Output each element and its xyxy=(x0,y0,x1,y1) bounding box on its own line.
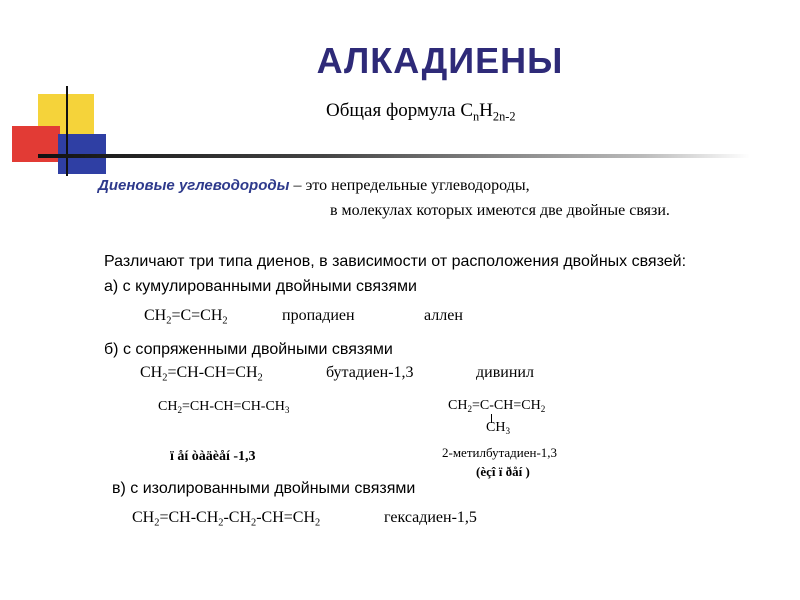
type-a-trivial-name: аллен xyxy=(424,307,463,324)
type-b-garbled-name-1: ï åí òàäèåí -1,3 xyxy=(170,449,256,464)
decor-horizontal-rule xyxy=(38,154,750,158)
definition-line-1: Диеновые углеводороды – это непредельные углеводороды, xyxy=(98,177,530,194)
intro-text: Различают три типа диенов, в зависимости от расположения двойных связей: xyxy=(104,253,687,270)
type-b-formula-2: $CH_2=CH-CH=CH-CH_3$ xyxy=(158,399,290,416)
type-b-label: б) с сопряженными двойными связями xyxy=(104,341,393,358)
type-b-formula-1: $CH_2=CH-CH=CH_2$ xyxy=(140,364,263,384)
definition-term: Диеновые углеводороды xyxy=(98,177,290,194)
page-title: АЛКАДИЕНЫ xyxy=(316,40,564,81)
type-a-name: пропадиен xyxy=(282,307,355,324)
type-b-formula-3: $CH_2=C-CH=CH_2$ xyxy=(448,398,546,415)
type-a-formula: $CH_2=C=CH_2$ xyxy=(144,307,228,327)
decor-vertical-line xyxy=(66,86,68,176)
type-b-formula-3-branch: $CH_3$ xyxy=(486,420,510,437)
type-b-garbled-name-2: (èçî ï ðåí ) xyxy=(476,464,530,479)
type-b-name-3: 2-метилбутадиен-1,3 xyxy=(442,445,558,460)
type-b-trivial-name-1: дивинил xyxy=(476,364,534,381)
definition-line-2: в молекулах которых имеются две двойные связи. xyxy=(330,202,670,219)
general-formula: Общая формула $C_nH_{2n-2}$ xyxy=(326,100,516,124)
type-a-label: а) с кумулированными двойными связями xyxy=(104,278,417,295)
type-c-label: в) с изолированными двойными связями xyxy=(112,480,416,497)
type-c-formula: $CH_2=CH-CH_2-CH_2-CH=CH_2$ xyxy=(132,509,321,529)
type-c-name: гексадиен-1,5 xyxy=(384,509,477,526)
type-b-name-1: бутадиен-1,3 xyxy=(326,364,414,381)
